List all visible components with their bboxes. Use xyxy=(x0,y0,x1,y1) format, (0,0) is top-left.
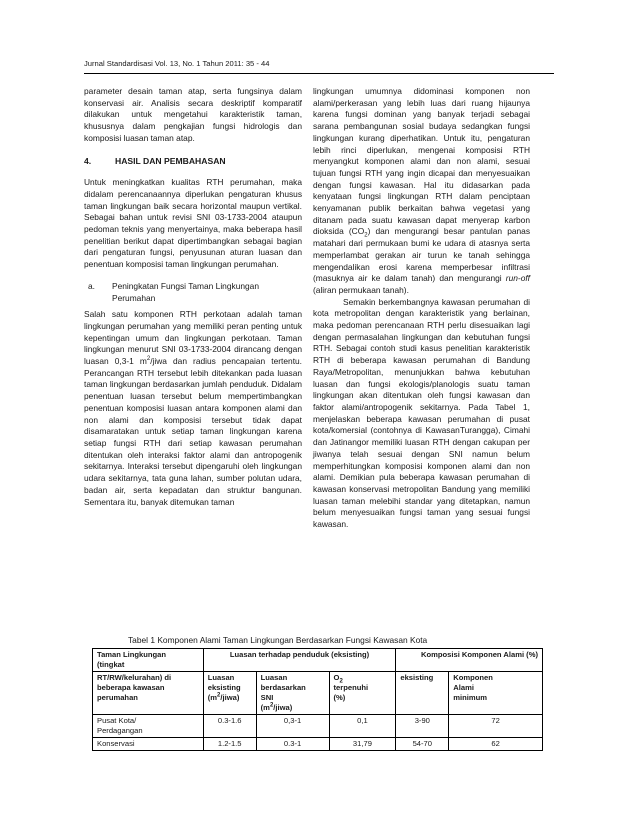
text-line: penentuan komposisi taman lingkungan xyxy=(84,259,232,270)
text-line: /jiwa dan radius pencapaian xyxy=(150,356,266,367)
text-line: berkaitan bahwa vegetasi yang ditanam pada xyxy=(313,203,530,225)
text-line: Untuk meningkatkan kualitas RTH perumahan, xyxy=(84,177,275,188)
text-line: komposisi tersebut tidak dapat disamaratakan xyxy=(84,414,303,437)
text-line: secara horizontal maupun vertikal. Sebagai xyxy=(84,200,302,223)
text-line: tanah) dan mengurangi xyxy=(411,273,506,284)
paragraph-intro-results xyxy=(84,177,302,271)
header-cell-taman-cont: RT/RW/kelurahan) di beberapa kawasan perumahan xyxy=(93,672,204,715)
text-line: beberapa hasil penelitian berikut dapat xyxy=(84,224,302,246)
section-number: 4. xyxy=(84,155,92,166)
text-line: ) dan mengurangi besar pantulan panas xyxy=(367,226,531,237)
text-line: maka didalam perencanaannya diperlukan xyxy=(84,177,303,199)
text-line: taman lingkungan perumahan yang memiliki xyxy=(84,309,302,331)
table-komponen-alami xyxy=(92,648,543,751)
text-line: lingkungan akan ditentukan oleh fungsi kawasan xyxy=(313,390,511,401)
header-cell-luasan-sni: Luasan berdasarkan SNI $(m^2/jiwa)$ xyxy=(256,672,329,715)
text-line: menyesuaikan dengan fungsi kawasan. Hal itu xyxy=(313,167,530,190)
text-line: di KawasanTurangga), Cimahi dan Jatinangor xyxy=(313,425,530,448)
text-line: suatu kawasan dapat menyerap karbon dioksida xyxy=(313,214,530,237)
text-line: permukaan tanah). xyxy=(338,284,409,295)
paragraph-rth-function xyxy=(313,86,530,297)
text-line: diperhatikan. Untuk itu, pengaturan lebih rinci xyxy=(313,132,530,155)
subsection-number: a. xyxy=(88,280,95,291)
cell-kawasan: Konservasi xyxy=(93,738,204,751)
text-line: terjadi sebagai sarana pembangunan sosial xyxy=(313,109,530,132)
text-line: air, serta kepadatan dan struktur bangunan. xyxy=(114,484,303,495)
text-line: budaya sedangkan fungsi lingkungan kurang xyxy=(313,121,530,143)
text-line: dipertimbangkan sebagai bagian dari pengaturan xyxy=(84,235,303,258)
subsection-title xyxy=(112,281,302,304)
text-line: luasan 0,3-1 m xyxy=(84,356,147,367)
section-title: HASIL DAN PEMBAHASAN xyxy=(115,155,226,166)
intro-line: dalam konservasi air. Analisis secara deskriptif xyxy=(84,86,303,108)
paragraph-case-study xyxy=(313,297,530,531)
header-cell-taman: Taman Lingkungan (tingkat xyxy=(93,649,204,672)
intro-line: karakteristik taman, khususnya dalam xyxy=(84,109,303,132)
text-line: perumahan di kota metropolitan dengan xyxy=(313,296,531,319)
intro-line: pengkajian fungsi hidrologis dan komposisi xyxy=(84,121,302,143)
intro-line: luasan taman atap. xyxy=(123,132,195,143)
table-row xyxy=(93,738,543,751)
subsection-title-line: Perumahan xyxy=(112,292,156,303)
text-line: perumahan di pusat kota/komersial (contohnya xyxy=(313,413,531,436)
text-line: Salah satu komponen RTH perkotaan adalah xyxy=(84,309,273,320)
text-line: Tabel 1, menjelaskan beberapa kawasan xyxy=(313,401,530,424)
text-line: didasarkan pada kenyataan fungsi lingkungan xyxy=(313,179,530,202)
text-line: ke tanah sehingga mengendalikan erosi karena xyxy=(313,249,531,272)
table-header-row xyxy=(93,649,543,672)
table-row xyxy=(93,715,543,738)
text-line: RTH dalam penciptaan kenyamanan publik xyxy=(313,191,530,214)
intro-line: parameter desain taman atap, serta fungsinya xyxy=(84,86,274,96)
text-line: perumahan. xyxy=(233,259,279,270)
text-line: perumahan di Bandung Raya/Metropolitan, xyxy=(313,355,530,377)
cell-komponen-minimum: 72 xyxy=(449,715,543,738)
header-cell-komposisi-group: Komposisi Komponen Alami (%) xyxy=(396,649,543,672)
text-line: antropogenik sekitarnya. Interaksi tersebut xyxy=(84,449,302,472)
text-line: belum menyesuaikan fungsi taman yang sesuai xyxy=(313,507,503,518)
text-line: alami/perkerasan yang lebih luas dari ruang xyxy=(313,97,493,108)
text-line: mempertimbangkan penentuan komposisi luasan xyxy=(84,391,303,413)
text-line: menunjukkan bahwa kebutuhan luasan dan xyxy=(313,366,530,389)
cell-o2: 0,1 xyxy=(329,715,396,738)
text-line: peran penting untuk kepentingan umum dan xyxy=(84,320,303,343)
header-cell-komponen-minimum: Komponen Alami minimum xyxy=(449,672,543,715)
text-line: memperhitungkan komposisi komponen alami xyxy=(313,460,492,471)
subsection-title-line: Peningkatan Fungsi Taman Lingkungan xyxy=(112,280,259,291)
text-line: penentuan luasan tersebut belum xyxy=(84,391,222,402)
text-line: (CO xyxy=(348,226,365,237)
text-line: ditentukan oleh interaksi faktor alami dan xyxy=(84,449,249,460)
header-cell-luasan-eksisting: Luasan eksisting $(m^2/jiwa)$ xyxy=(203,672,256,715)
italic-term: run-off xyxy=(505,273,531,284)
text-line: lingkungan perkotaan. Taman lingkungan xyxy=(84,332,302,355)
cell-komposisi-eksisting: 54-70 xyxy=(396,738,449,751)
cell-luasan-eksisting: 0.3-1.6 xyxy=(203,715,256,738)
text-line: fungsi kawasan. xyxy=(313,507,531,530)
text-line: untuk setiap taman lingkungan karena setiap xyxy=(84,426,303,448)
cell-o2: 31,79 xyxy=(329,738,396,751)
right-column xyxy=(313,86,530,531)
text-line: tata guna lahan, sumber polutan udara, badan xyxy=(84,473,303,495)
cell-luasan-sni: 0.3-1 xyxy=(256,738,329,751)
header-cell-eksisting: eksisting xyxy=(396,672,449,715)
cell-komponen-minimum: 62 xyxy=(449,738,543,751)
subscript: 2 xyxy=(364,233,368,240)
text-line: fungsi RTH dari setiap kawasan perumahan xyxy=(113,437,303,448)
text-line: Semakin berkembangnya kawasan xyxy=(343,296,475,307)
header-rule xyxy=(84,73,554,74)
text-line: (aliran xyxy=(313,284,337,295)
text-line: fungsi ekologis/planologis suatu taman xyxy=(368,378,531,389)
left-column xyxy=(84,86,302,508)
text-line: tertentu. Perancangan RTH tersebut lebih xyxy=(84,356,303,378)
section-heading xyxy=(84,156,302,168)
text-line: permasalahan lingkungan dan kebutuhan fungsi xyxy=(344,331,531,342)
cell-komposisi-eksisting: 3-90 xyxy=(396,715,449,738)
text-line: bahan untuk revisi SNI 03-1733-2004 ataupun xyxy=(119,212,302,223)
subsection-heading xyxy=(84,281,302,304)
text-line: dipengaruhi oleh lingkungan udara sekitarnya, xyxy=(84,461,302,484)
text-line: dan faktor alami/antropogenik sekitarnya. Pada xyxy=(313,390,530,412)
text-line: kawasan perumahan di kawasan konservasi xyxy=(313,472,530,494)
intro-line: komparatif dilakukan untuk mengetahui xyxy=(84,97,303,120)
text-line: jiwanya telah sesuai dengan SNI namun belum xyxy=(313,448,530,459)
intro-paragraph xyxy=(84,86,302,145)
text-line: karakteristik yang berlainan, maka pedoman xyxy=(313,308,530,331)
text-line: dan non alami. Demikian pula beberapa xyxy=(313,460,531,483)
text-line: antara komponen alami dan non alami dan xyxy=(84,402,303,425)
text-line: sesuai tujuan fungsi RTH yang ingin dicapai dan xyxy=(313,156,531,178)
text-line: metropolitan Bandung yang memiliki luasan xyxy=(313,483,530,506)
text-line: hijaunya karena fungsi dominan yang banyak xyxy=(313,97,530,120)
text-line: pedoman teknis yang menyertainya, maka xyxy=(84,224,244,235)
table-subheader-row xyxy=(93,672,543,715)
text-line: diperlukan, mengenai komposisi RTH xyxy=(366,144,531,155)
text-line: Sementara itu, banyak ditemukan taman xyxy=(84,496,235,507)
paragraph-taman-lingkungan xyxy=(84,309,302,508)
text-line: menyangkut komponen alami dan non alami, xyxy=(313,156,500,167)
text-line: menurut SNI 03-1733-2004 dirancang dengan xyxy=(127,344,302,355)
text-line: berdasarkan jumlah penduduk. Didalam xyxy=(153,379,302,390)
text-line: perencanaan RTH perlu disesuaikan lagi dengan xyxy=(313,320,531,342)
text-line: karakteristik RTH di beberapa kawasan xyxy=(313,343,531,366)
cell-luasan-eksisting: 1.2-1.5 xyxy=(203,738,256,751)
table-caption: Tabel 1 Komponen Alami Taman Lingkungan Berdasarkan Fungsi Kawasan Kota xyxy=(128,635,428,645)
text-line: matahari dari permukaan bumi ke udara di xyxy=(313,238,476,249)
text-line: pengaturan khusus taman lingkungan baik xyxy=(84,188,303,211)
journal-header: Jurnal Standardisasi Vol. 13, No. 1 Tahun 2011: 35 - 44 xyxy=(84,59,270,68)
superscript: 2 xyxy=(146,356,151,363)
cell-luasan-sni: 0,3-1 xyxy=(256,715,329,738)
text-line: ditekankan pada luasan taman lingkungan xyxy=(84,367,303,390)
text-line: memperbesar infiltrasi (masuknya air ke dalam xyxy=(313,261,530,284)
header-cell-o2: $O_2$ terpenuhi (%) xyxy=(329,672,396,715)
text-line: taman melebihi standar yang ditetapkan, namun xyxy=(341,495,531,506)
text-line: memiliki luasan RTH dengan cakupan per xyxy=(371,437,530,448)
text-line: atasnya serta memperlambat gerakan air turun xyxy=(313,238,531,260)
text-line: lingkungan umumnya didominasi komponen non xyxy=(313,86,530,96)
header-cell-luasan-group: Luasan terhadap penduduk (eksisting) xyxy=(203,649,396,672)
cell-kawasan: Pusat Kota/ Perdagangan xyxy=(93,715,204,738)
text-line: fungsi, penyusunan aturan luasan dan xyxy=(150,247,302,258)
text-line: RTH. Sebagai contoh studi kasus penelitian xyxy=(313,343,482,354)
